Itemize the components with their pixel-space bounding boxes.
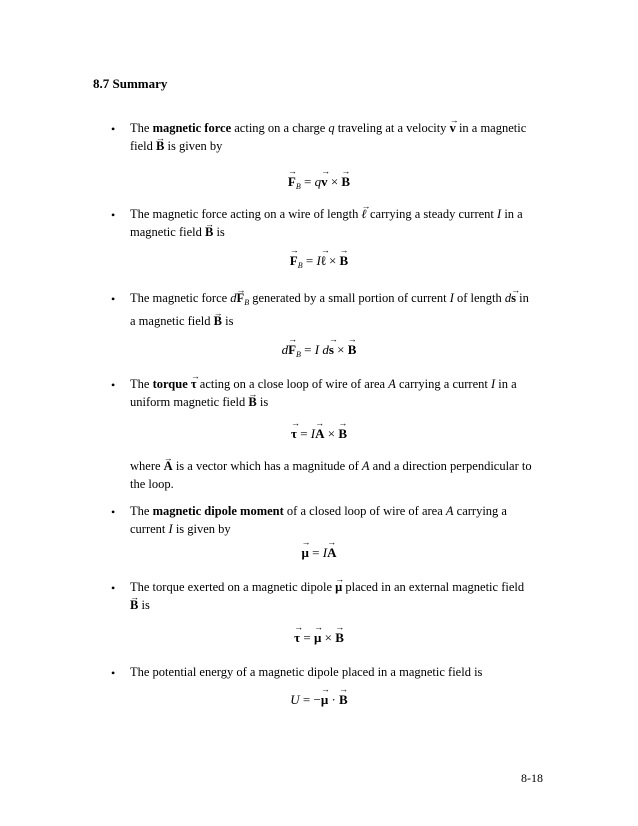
bullet-marker: •: [111, 378, 116, 392]
bullet-marker: •: [111, 292, 116, 306]
bullet-1-text: The magnetic force acting on a charge q traveling at a velocity → v in a magnetic field → B is given by: [130, 119, 546, 155]
equation-3: $d\to F_B = I$ d→ s × → B: [0, 342, 638, 359]
bullet-2-text: The magnetic force acting on a wire of length → ℓ carrying a steady current I in a magnetic field → B is: [130, 205, 546, 241]
section-heading: 8.7 Summary: [93, 76, 168, 91]
bullet-3-text: The magnetic force $d\to F_B$ generated by a small portion of current I of length d→ s in a magnetic field → B is: [130, 289, 546, 330]
bullet-5-text: The magnetic dipole moment of a closed loop of wire of area A carrying a current I is given by: [130, 504, 507, 536]
equation-1: → $F_B = q\to v$ × → B: [0, 174, 638, 191]
bullet-marker: •: [111, 666, 116, 680]
bullet-marker: •: [111, 505, 116, 519]
bullet-4-text: The torque → τ acting on a close loop of wire of area A carrying a current I in a uniform magnetic field → B is: [130, 375, 546, 411]
bullet-7-text: The potential energy of a magnetic dipole placed in a magnetic field is: [130, 665, 483, 679]
bullet-marker: •: [111, 122, 116, 136]
equation-5: → μ = I→ A: [0, 545, 638, 561]
equation-2: → $F_B = I\to$ ℓ × → B: [0, 253, 638, 270]
bullet-4-note: where → A is a vector which has a magnitude of A and a direction perpendicular to the loop.: [130, 457, 546, 493]
bullet-marker: •: [111, 208, 116, 222]
equation-6: → τ = → μ × → B: [0, 630, 638, 646]
page-number: 8-18: [521, 771, 543, 785]
bullet-6-text: The torque exerted on a magnetic dipole → μ placed in an external magnetic field → B is: [130, 578, 546, 614]
equation-7: U = −→ μ · → B: [0, 692, 638, 708]
bullet-marker: •: [111, 581, 116, 595]
equation-4: → τ = I→ A × → B: [0, 426, 638, 442]
